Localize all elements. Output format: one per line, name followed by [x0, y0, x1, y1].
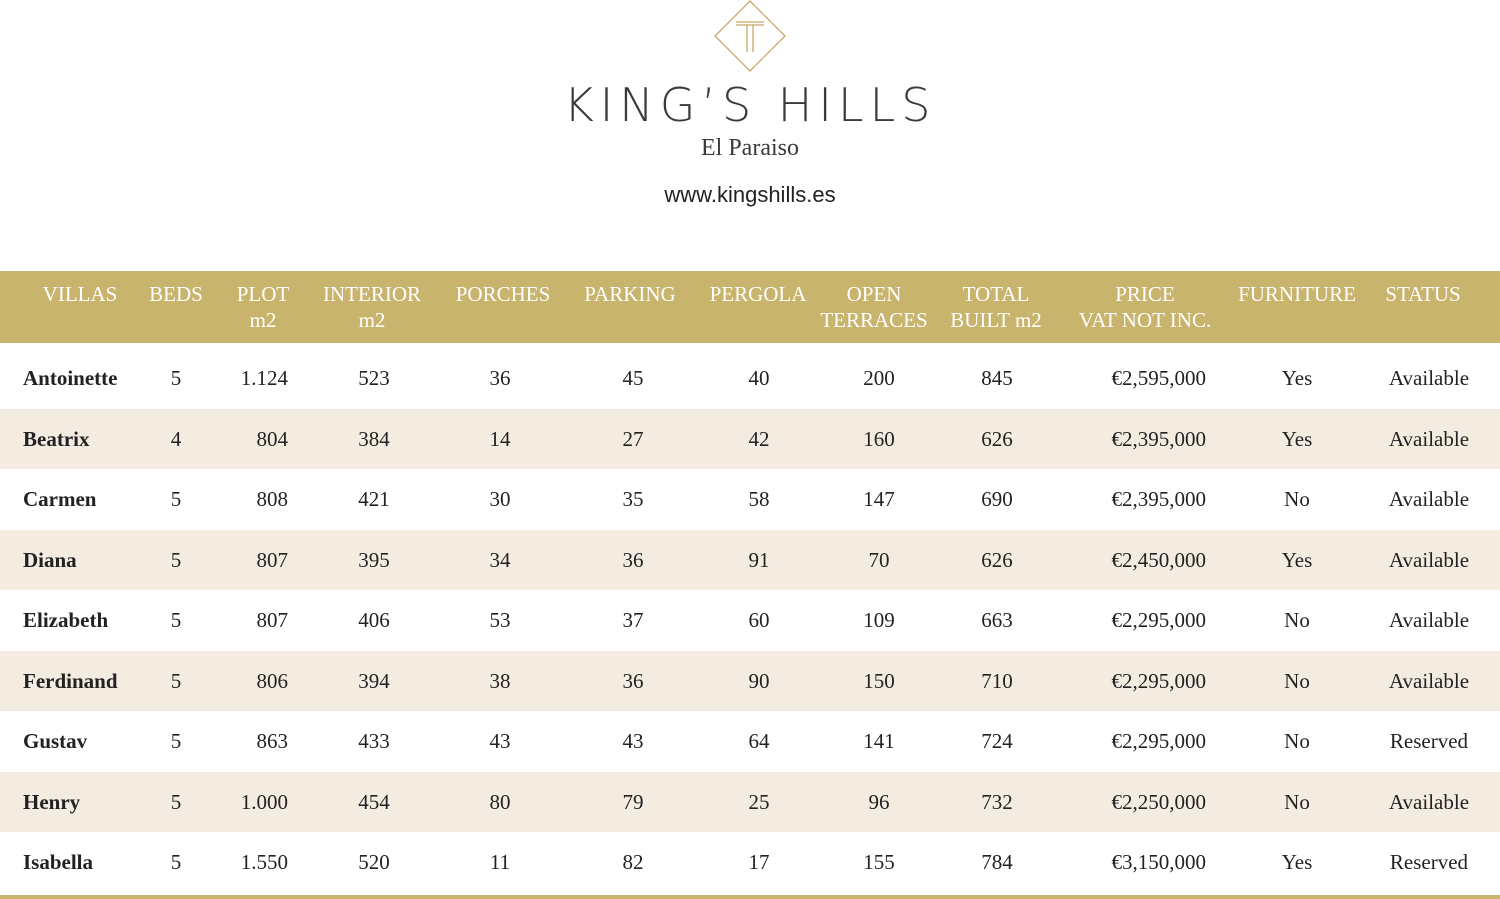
cell-total: 690 — [981, 487, 1013, 511]
cell-parking: 79 — [622, 789, 644, 814]
cell-plot: 1.000 — [240, 789, 288, 814]
cell-price: €2,295,000 — [1111, 608, 1206, 632]
cell-villa: Antoinette — [23, 366, 118, 390]
cell-parking: 43 — [622, 729, 644, 753]
table-row[interactable] — [0, 711, 1500, 772]
table-row[interactable] — [0, 832, 1500, 893]
column-header-parking — [574, 281, 686, 307]
cell-pergola: 58 — [748, 487, 770, 511]
cell-parking: 35 — [622, 487, 644, 511]
table-row[interactable] — [0, 348, 1500, 409]
cell-parking: 45 — [622, 366, 644, 390]
cell-furniture: Yes — [1281, 547, 1313, 572]
cell-parking: 36 — [622, 668, 644, 693]
cell-status: Reserved — [1389, 850, 1469, 874]
cell-status: Available — [1388, 668, 1470, 693]
cell-furniture: No — [1284, 608, 1310, 632]
cell-pergola: 90 — [748, 668, 770, 693]
column-header-line: STATUS — [1385, 282, 1461, 306]
cell-total: 626 — [981, 547, 1013, 572]
cell-parking: 27 — [622, 426, 644, 451]
cell-terraces: 141 — [863, 729, 895, 753]
cell-plot: 1.550 — [240, 850, 288, 874]
cell-furniture: Yes — [1281, 426, 1313, 451]
table-row[interactable] — [0, 772, 1500, 833]
cell-parking: 37 — [622, 608, 644, 632]
table-row[interactable] — [0, 409, 1500, 470]
cell-interior: 394 — [358, 668, 390, 693]
column-header-line: PARKING — [584, 282, 676, 306]
cell-porches: 80 — [489, 789, 511, 814]
cell-price: €2,450,000 — [1111, 547, 1206, 572]
cell-pergola: 17 — [748, 850, 770, 874]
cell-terraces: 200 — [863, 366, 895, 390]
cell-plot: 808 — [256, 487, 288, 511]
cell-interior: 433 — [358, 729, 390, 753]
cell-beds: 5 — [170, 789, 182, 814]
cell-porches: 43 — [489, 729, 511, 753]
column-header-interior — [310, 281, 434, 333]
column-header-line: OPEN — [846, 282, 902, 306]
cell-beds: 5 — [170, 487, 182, 511]
cell-beds: 5 — [170, 547, 182, 572]
cell-villa: Carmen — [23, 487, 97, 511]
table-header — [0, 271, 1500, 343]
cell-terraces: 109 — [863, 608, 895, 632]
column-header-line: PORCHES — [455, 282, 551, 306]
cell-terraces: 147 — [863, 487, 895, 511]
column-header-villas — [20, 281, 140, 307]
cell-villa: Ferdinand — [23, 668, 118, 693]
cell-villa: Elizabeth — [23, 608, 109, 632]
brand-name: KING’S HILLS — [563, 78, 937, 132]
cell-pergola: 91 — [748, 547, 770, 572]
table-row[interactable] — [0, 469, 1500, 530]
column-header-status — [1364, 281, 1482, 307]
kings-hills-monogram-icon — [714, 0, 786, 72]
column-header-line: m2 — [358, 308, 386, 332]
column-header-line: PRICE — [1115, 282, 1175, 306]
cell-porches: 14 — [489, 426, 511, 451]
cell-porches: 36 — [489, 366, 511, 390]
cell-terraces: 70 — [868, 547, 890, 572]
table-body — [0, 348, 1500, 893]
column-header-line: PERGOLA — [709, 282, 807, 306]
cell-villa: Diana — [23, 547, 77, 572]
cell-beds: 5 — [170, 366, 182, 390]
cell-interior: 523 — [358, 366, 390, 390]
cell-interior: 421 — [358, 487, 390, 511]
cell-status: Available — [1388, 366, 1470, 390]
villas-table — [0, 271, 1500, 888]
cell-status: Available — [1388, 487, 1470, 511]
cell-terraces: 150 — [863, 668, 895, 693]
cell-total: 663 — [981, 608, 1013, 632]
cell-status: Reserved — [1389, 729, 1469, 753]
cell-furniture: No — [1284, 789, 1310, 814]
cell-plot: 807 — [256, 608, 288, 632]
cell-beds: 4 — [170, 426, 182, 451]
brand-subtitle: El Paraiso — [701, 135, 799, 161]
cell-pergola: 42 — [748, 426, 770, 451]
cell-interior: 395 — [358, 547, 390, 572]
cell-total: 710 — [981, 668, 1013, 693]
cell-porches: 38 — [489, 668, 511, 693]
cell-furniture: No — [1284, 487, 1310, 511]
cell-pergola: 40 — [748, 366, 770, 390]
table-bottom-border — [0, 895, 1500, 899]
column-header-beds — [140, 281, 212, 307]
cell-furniture: Yes — [1281, 850, 1313, 874]
cell-interior: 454 — [358, 789, 390, 814]
cell-plot: 806 — [256, 668, 288, 693]
cell-price: €2,295,000 — [1111, 729, 1206, 753]
table-row[interactable] — [0, 651, 1500, 712]
cell-parking: 36 — [622, 547, 644, 572]
column-header-line: TERRACES — [820, 308, 928, 332]
column-header-line: TOTAL — [962, 282, 1030, 306]
column-header-plot — [222, 281, 304, 333]
cell-status: Available — [1388, 608, 1470, 632]
column-header-line: PLOT — [236, 282, 290, 306]
cell-porches: 30 — [489, 487, 511, 511]
cell-furniture: Yes — [1281, 366, 1313, 390]
cell-beds: 5 — [170, 608, 182, 632]
cell-total: 784 — [981, 850, 1013, 874]
cell-villa: Henry — [23, 789, 81, 814]
cell-price: €2,395,000 — [1111, 426, 1206, 451]
cell-terraces: 160 — [863, 426, 895, 451]
cell-villa: Gustav — [23, 729, 88, 753]
cell-price: €2,295,000 — [1111, 668, 1206, 693]
cell-pergola: 25 — [748, 789, 770, 814]
website-link[interactable]: www.kingshills.es — [664, 182, 836, 207]
cell-price: €3,150,000 — [1111, 850, 1206, 874]
cell-villa: Isabella — [23, 850, 94, 874]
cell-price: €2,250,000 — [1111, 789, 1206, 814]
cell-plot: 1.124 — [240, 366, 288, 390]
cell-villa: Beatrix — [23, 426, 90, 451]
cell-beds: 5 — [170, 850, 182, 874]
cell-interior: 406 — [358, 608, 390, 632]
column-header-line: VILLAS — [42, 282, 118, 306]
cell-price: €2,595,000 — [1111, 366, 1206, 390]
column-header-total — [940, 281, 1052, 333]
cell-beds: 5 — [170, 729, 182, 753]
cell-price: €2,395,000 — [1111, 487, 1206, 511]
column-header-pergola — [702, 281, 814, 307]
cell-pergola: 60 — [748, 608, 770, 632]
cell-status: Available — [1388, 426, 1470, 451]
column-header-line: BUILT m2 — [950, 308, 1042, 332]
column-header-line: m2 — [249, 308, 277, 332]
cell-plot: 863 — [256, 729, 288, 753]
cell-parking: 82 — [622, 850, 644, 874]
cell-status: Available — [1388, 547, 1470, 572]
cell-furniture: No — [1284, 668, 1310, 693]
cell-terraces: 155 — [863, 850, 895, 874]
column-header-terraces — [814, 281, 934, 333]
column-header-price — [1060, 281, 1230, 333]
cell-interior: 520 — [358, 850, 390, 874]
cell-porches: 11 — [489, 850, 511, 874]
table-row[interactable] — [0, 590, 1500, 651]
cell-terraces: 96 — [868, 789, 890, 814]
cell-plot: 804 — [256, 426, 288, 451]
column-header-line: BEDS — [149, 282, 203, 306]
column-header-line: INTERIOR — [323, 282, 421, 306]
cell-total: 732 — [981, 789, 1013, 814]
cell-status: Available — [1388, 789, 1470, 814]
table-row[interactable] — [0, 530, 1500, 591]
cell-plot: 807 — [256, 547, 288, 572]
cell-pergola: 64 — [748, 729, 770, 753]
column-header-furniture — [1230, 281, 1364, 307]
column-header-porches — [444, 281, 562, 307]
cell-total: 626 — [981, 426, 1013, 451]
cell-interior: 384 — [358, 426, 390, 451]
cell-beds: 5 — [170, 668, 182, 693]
cell-total: 845 — [981, 366, 1013, 390]
cell-total: 724 — [981, 729, 1013, 753]
cell-porches: 34 — [489, 547, 511, 572]
column-header-line: VAT NOT INC. — [1078, 308, 1212, 332]
cell-porches: 53 — [489, 608, 511, 632]
column-header-line: FURNITURE — [1238, 282, 1356, 306]
cell-furniture: No — [1284, 729, 1310, 753]
